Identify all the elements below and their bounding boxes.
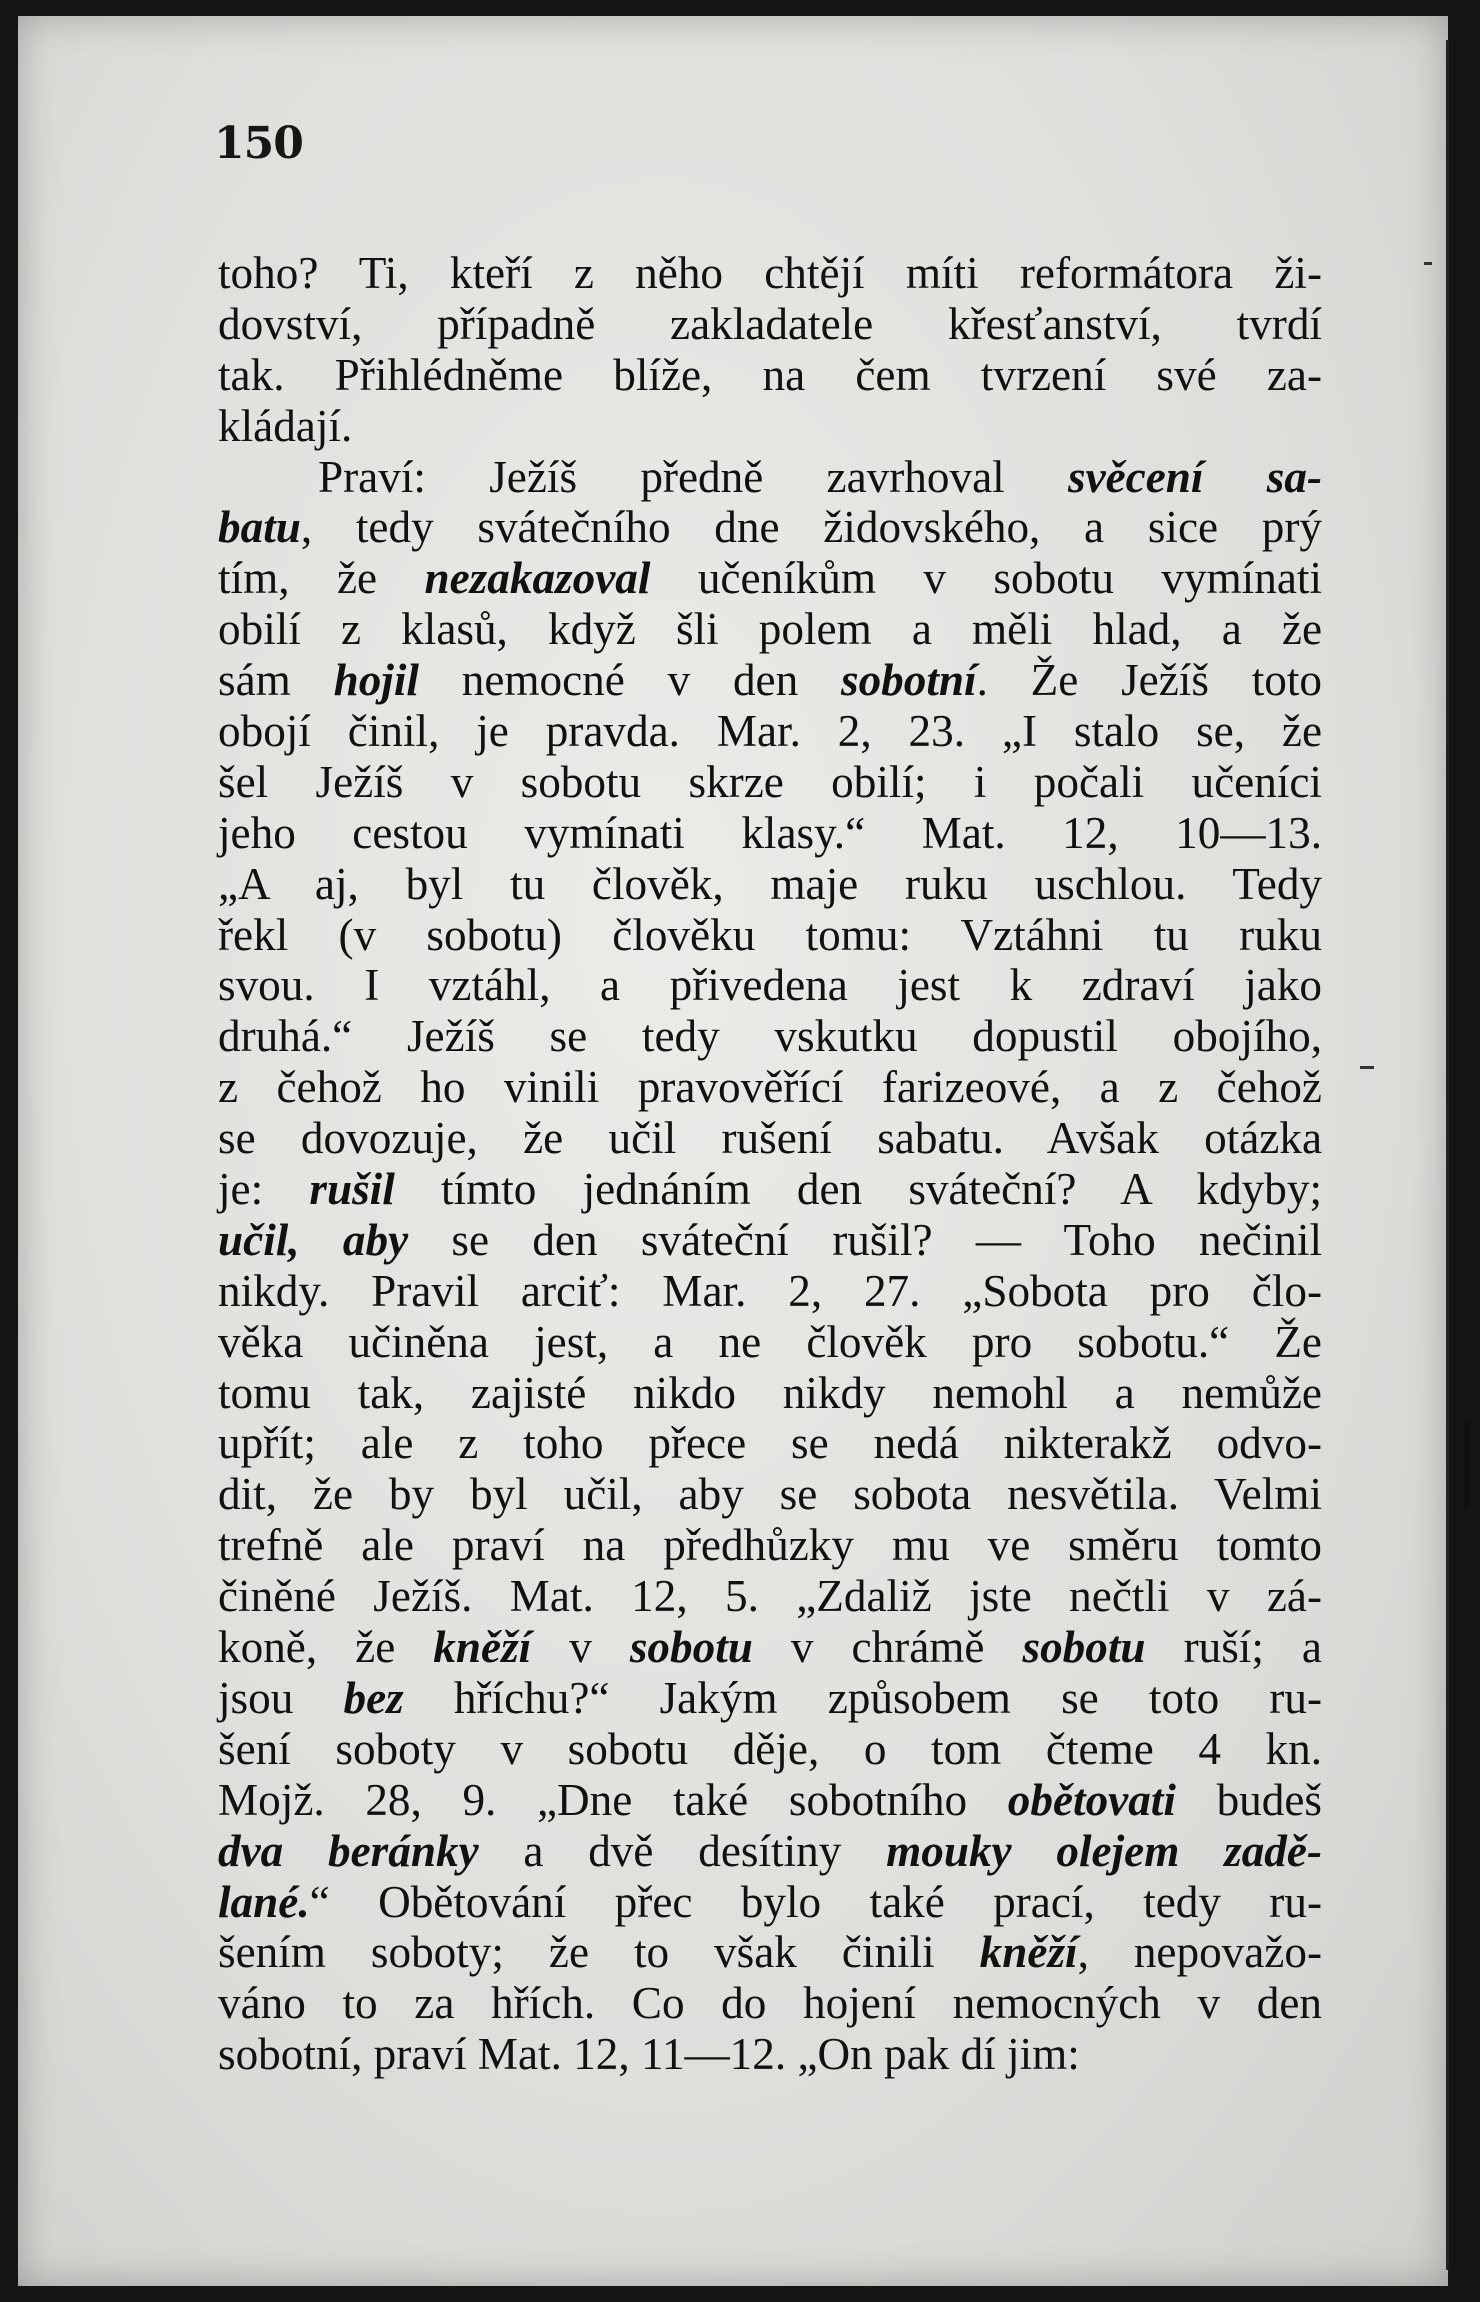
margin-speck <box>1464 1420 1470 1510</box>
text-line: váno to za hřích. Co do hojení nemocných v den <box>218 1978 1322 2029</box>
text-line: věka učiněna jest, a ne člověk pro sobotu.“ Že <box>218 1316 1322 1367</box>
italic-emphasis: sobotu <box>1022 1622 1146 1673</box>
text-line: sám hojil nemocné v den sobotní. Že Ježíš toto <box>218 655 1322 706</box>
text-line: tím, že nezakazoval učeníkům v sobotu vymínati <box>218 553 1322 604</box>
text-line: obilí z klasů, když šli polem a měli hlad, a že <box>218 604 1322 655</box>
page-edge-shadow <box>1446 40 1449 2270</box>
text-line: dovství, případně zakladatele křesťanství, tvrdí <box>218 298 1322 349</box>
text-line: se dovozuje, že učil rušení sabatu. Avšak otázka <box>218 1113 1322 1164</box>
text-line: dit, že by byl učil, aby se sobota nesvětila. Velmi <box>218 1469 1322 1520</box>
text-line: trefně ale praví na předhůzky mu ve směru tomto <box>218 1520 1322 1571</box>
italic-emphasis: mouky olejem zadě- <box>886 1825 1322 1876</box>
text-line: tomu tak, zajisté nikdo nikdy nemohl a nemůže <box>218 1367 1322 1418</box>
text-line: Mojž. 28, 9. „Dne také sobotního obětovati budeš <box>218 1774 1322 1825</box>
italic-emphasis: bez <box>343 1672 404 1723</box>
text-line: „A aj, byl tu člověk, maje ruku uschlou. Tedy <box>218 858 1322 909</box>
text-line: řekl (v sobotu) člověku tomu: Vztáhni tu ruku <box>218 909 1322 960</box>
italic-emphasis: sobotní <box>840 655 977 706</box>
text-line: učil, aby se den sváteční rušil? — Toho nečinil <box>218 1214 1322 1265</box>
text-line: jsou bez hříchu?“ Jakým způsobem se toto ru- <box>218 1672 1322 1723</box>
italic-emphasis: kněží <box>979 1927 1078 1978</box>
text-line: šel Ježíš v sobotu skrze obilí; i počali učeníci <box>218 756 1322 807</box>
italic-emphasis: svěcení sa- <box>1067 451 1322 502</box>
italic-emphasis: rušil <box>309 1164 395 1215</box>
text-line: je: rušil tímto jednáním den sváteční? A kdyby; <box>218 1164 1322 1215</box>
italic-emphasis: batu <box>218 502 301 553</box>
text-line: druhá.“ Ježíš se tedy vskutku dopustil obojího, <box>218 1011 1322 1062</box>
italic-emphasis: kněží <box>433 1622 532 1673</box>
text-line: sobotní, praví Mat. 12, 11—12. „On pak dí jim: <box>218 2029 1080 2080</box>
text-line: nikdy. Pravil arciť: Mar. 2, 27. „Sobota pro člo- <box>218 1265 1322 1316</box>
text-line: tak. Přihlédněme blíže, na čem tvrzení své za- <box>218 349 1322 400</box>
italic-emphasis: lané. <box>218 1876 310 1927</box>
text-line: šení soboty v sobotu děje, o tom čteme 4 kn. <box>218 1723 1322 1774</box>
italic-emphasis: nezakazoval <box>424 553 651 604</box>
text-line: svou. I vztáhl, a přivedena jest k zdraví jako <box>218 960 1322 1011</box>
text-line: Praví: Ježíš předně zavrhoval svěcení sa- <box>318 451 1322 502</box>
text-line: obojí činil, je pravda. Mar. 2, 23. „I stalo se, že <box>218 706 1322 757</box>
page-number: 150 <box>214 118 303 169</box>
text-line: jeho cestou vymínati klasy.“ Mat. 12, 10—13. <box>218 807 1322 858</box>
text-line: dva beránky a dvě desítiny mouky olejem zadě- <box>218 1825 1322 1876</box>
text-line: toho? Ti, kteří z něho chtějí míti reformátora ži- <box>218 248 1322 298</box>
italic-emphasis: učil, aby <box>218 1214 409 1265</box>
text-line: činěné Ježíš. Mat. 12, 5. „Zdaliž jste nečtli v zá- <box>218 1571 1322 1622</box>
text-line: koně, že kněží v sobotu v chrámě sobotu ruší; a <box>218 1622 1322 1673</box>
italic-emphasis: obětovati <box>1007 1774 1176 1825</box>
body-text <box>218 248 1322 2080</box>
text-line: batu, tedy svátečního dne židovského, a sice prý <box>218 502 1322 553</box>
margin-speck <box>1360 1066 1374 1069</box>
text-line: kládají. <box>218 400 353 451</box>
italic-emphasis: sobotu <box>629 1622 753 1673</box>
italic-emphasis: hojil <box>333 655 419 706</box>
text-line: z čehož ho vinili pravověřící farizeové, a z čehož <box>218 1062 1322 1113</box>
text-line: upřít; ale z toho přece se nedá nikterakž odvo- <box>218 1418 1322 1469</box>
margin-speck <box>1424 262 1432 265</box>
text-line: lané.“ Obětování přec bylo také prací, tedy ru- <box>218 1876 1322 1927</box>
italic-emphasis: dva beránky <box>218 1825 479 1876</box>
text-line: šením soboty; že to však činili kněží, nepovažo- <box>218 1927 1323 1978</box>
